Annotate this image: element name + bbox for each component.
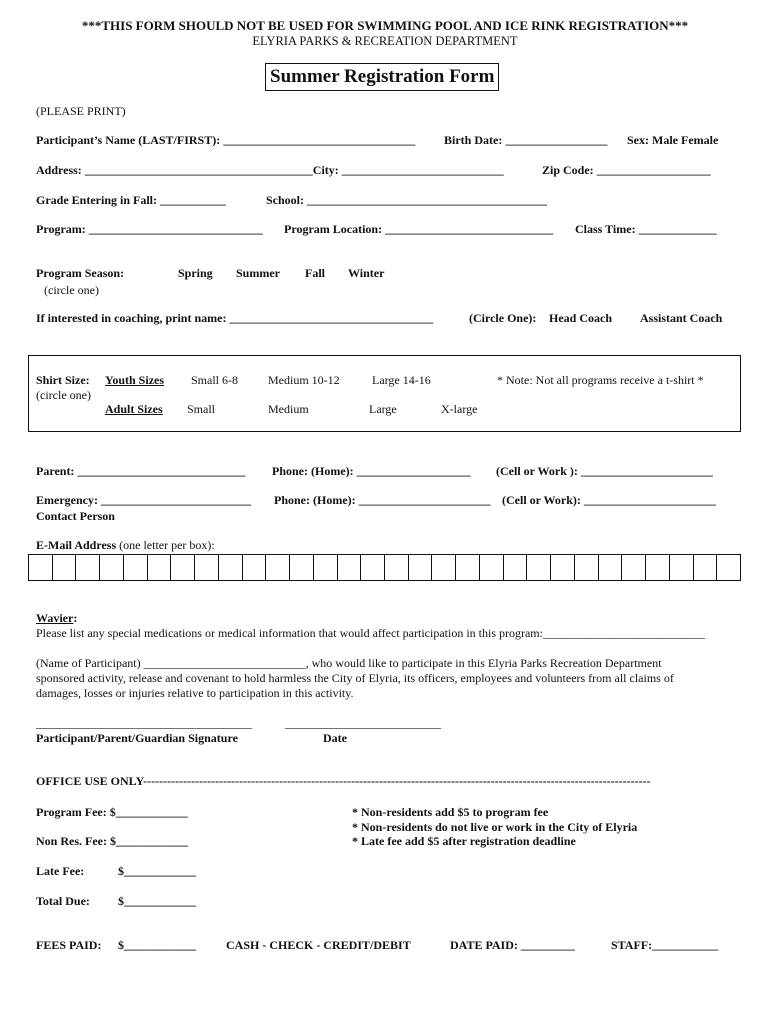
signature-label: Participant/Parent/Guardian Signature xyxy=(36,731,238,745)
waiver-title: Wavier xyxy=(36,611,74,625)
email-letter-box[interactable] xyxy=(290,555,314,580)
office-use-heading: OFFICE USE ONLY------------------------------------------------------------------------------------------------------------------------------- xyxy=(36,774,651,788)
email-label-row xyxy=(36,538,215,553)
late-fee-label: Late Fee: xyxy=(36,864,85,878)
adult-size-medium[interactable]: Medium xyxy=(268,402,309,416)
grade-field[interactable]: Grade Entering in Fall: ___________ xyxy=(36,193,226,207)
adult-sizes-label: Adult Sizes xyxy=(105,402,163,416)
signature-date-label: Date xyxy=(323,731,347,745)
email-label: E-Mail Address xyxy=(36,538,117,552)
shirt-circle-note: (circle one) xyxy=(36,388,91,402)
email-letter-box[interactable] xyxy=(527,555,551,580)
email-letter-box[interactable] xyxy=(100,555,124,580)
email-letter-box[interactable] xyxy=(551,555,575,580)
email-letter-box[interactable] xyxy=(361,555,385,580)
email-letter-box[interactable] xyxy=(124,555,148,580)
email-letter-box[interactable] xyxy=(76,555,100,580)
parent-home-phone-field[interactable]: Phone: (Home): ___________________ xyxy=(272,464,471,478)
school-field[interactable]: School: ________________________________________ xyxy=(266,193,548,207)
nonres-fee-field[interactable]: Non Res. Fee: $____________ xyxy=(36,834,188,848)
fees-paid-field[interactable]: $____________ xyxy=(118,938,196,952)
medical-info-field[interactable]: Please list any special medications or medical information that would affect participation in this program:___________________________ xyxy=(36,626,705,640)
email-letter-box[interactable] xyxy=(266,555,290,580)
department-name: ELYRIA PARKS & RECREATION DEPARTMENT xyxy=(252,34,518,48)
parent-name-field[interactable]: Parent: ____________________________ xyxy=(36,464,246,478)
participant-name-field[interactable]: Participant’s Name (LAST/FIRST): ________________________________ xyxy=(36,133,416,147)
payment-method-options[interactable]: CASH - CHECK - CREDIT/DEBIT xyxy=(226,938,411,952)
email-letter-boxes[interactable] xyxy=(28,554,741,581)
email-letter-box[interactable] xyxy=(243,555,267,580)
season-option-spring[interactable]: Spring xyxy=(178,266,213,280)
email-letter-box[interactable] xyxy=(148,555,172,580)
address-city-field[interactable]: Address: ______________________________________City: ___________________________ xyxy=(36,163,504,177)
email-letter-box[interactable] xyxy=(670,555,694,580)
waiver-text-line-2: sponsored activity, release and covenant to hold harmless the City of Elyria, its officers, employees and volunteers from all claims of xyxy=(36,671,674,685)
fee-note-nonres-add: * Non-residents add $5 to program fee xyxy=(352,805,549,819)
head-coach-option[interactable]: Head Coach xyxy=(549,311,612,325)
waiver-text-line-3: damages, losses or injuries relative to participation in this activity. xyxy=(36,686,354,700)
form-warning: ***THIS FORM SHOULD NOT BE USED FOR SWIMMING POOL AND ICE RINK REGISTRATION*** xyxy=(81,18,689,33)
youth-sizes-label: Youth Sizes xyxy=(105,373,165,387)
emergency-home-phone-field[interactable]: Phone: (Home): ______________________ xyxy=(274,493,491,507)
date-paid-field[interactable]: DATE PAID: _________ xyxy=(450,938,575,952)
birth-date-field[interactable]: Birth Date: _________________ xyxy=(444,133,608,147)
email-letter-box[interactable] xyxy=(622,555,646,580)
adult-size-large[interactable]: Large xyxy=(369,402,397,416)
program-location-field[interactable]: Program Location: ____________________________ xyxy=(284,222,554,236)
youth-size-medium[interactable]: Medium 10-12 xyxy=(268,373,340,387)
adult-size-small[interactable]: Small xyxy=(187,402,216,416)
email-letter-box[interactable] xyxy=(480,555,504,580)
youth-size-small[interactable]: Small 6-8 xyxy=(191,373,238,387)
season-option-fall[interactable]: Fall xyxy=(305,266,325,280)
waiver-title-colon: : xyxy=(73,611,78,625)
please-print-note: (PLEASE PRINT) xyxy=(36,104,126,118)
fees-paid-label: FEES PAID: xyxy=(36,938,102,952)
total-due-field[interactable]: $____________ xyxy=(118,894,196,908)
email-hint: (one letter per box): xyxy=(119,538,215,552)
email-letter-box[interactable] xyxy=(694,555,718,580)
coaching-circle-label: (Circle One): xyxy=(469,311,537,325)
email-letter-box[interactable] xyxy=(717,555,740,580)
email-letter-box[interactable] xyxy=(53,555,77,580)
emergency-cell-phone-field[interactable]: (Cell or Work): ______________________ xyxy=(502,493,716,507)
fee-note-nonres-def: * Non-residents do not live or work in the City of Elyria xyxy=(352,820,638,834)
email-letter-box[interactable] xyxy=(385,555,409,580)
season-option-summer[interactable]: Summer xyxy=(236,266,280,280)
program-season-label: Program Season: xyxy=(36,266,125,280)
email-letter-box[interactable] xyxy=(195,555,219,580)
signature-date-line[interactable]: __________________________ xyxy=(285,716,441,730)
season-circle-note: (circle one) xyxy=(44,283,99,297)
form-title: Summer Registration Form xyxy=(265,63,499,91)
email-letter-box[interactable] xyxy=(171,555,195,580)
zip-code-field[interactable]: Zip Code: ___________________ xyxy=(542,163,711,177)
emergency-contact-field[interactable]: Emergency: _________________________ xyxy=(36,493,251,507)
contact-person-label: Contact Person xyxy=(36,509,115,523)
email-letter-box[interactable] xyxy=(575,555,599,580)
waiver-text-line-1: (Name of Participant) ___________________________, who would like to participate in this Elyria Parks Recreation Department xyxy=(36,656,662,670)
email-letter-box[interactable] xyxy=(338,555,362,580)
assistant-coach-option[interactable]: Assistant Coach xyxy=(640,311,723,325)
email-letter-box[interactable] xyxy=(646,555,670,580)
email-letter-box[interactable] xyxy=(314,555,338,580)
email-letter-box[interactable] xyxy=(29,555,53,580)
shirt-size-label: Shirt Size: xyxy=(36,373,90,387)
class-time-field[interactable]: Class Time: _____________ xyxy=(575,222,717,236)
email-letter-box[interactable] xyxy=(456,555,480,580)
waiver-heading xyxy=(36,611,77,626)
late-fee-field[interactable]: $____________ xyxy=(118,864,196,878)
sex-field[interactable]: Sex: Male Female xyxy=(627,133,719,147)
email-letter-box[interactable] xyxy=(599,555,623,580)
fee-note-late: * Late fee add $5 after registration deadline xyxy=(352,834,576,848)
tshirt-note: * Note: Not all programs receive a t-shirt * xyxy=(497,373,704,387)
email-letter-box[interactable] xyxy=(432,555,456,580)
email-letter-box[interactable] xyxy=(219,555,243,580)
program-field[interactable]: Program: _____________________________ xyxy=(36,222,263,236)
adult-size-xlarge[interactable]: X-large xyxy=(441,402,478,416)
email-letter-box[interactable] xyxy=(409,555,433,580)
shirt-size-section xyxy=(28,355,741,432)
email-letter-box[interactable] xyxy=(504,555,528,580)
youth-size-large[interactable]: Large 14-16 xyxy=(372,373,431,387)
total-due-label: Total Due: xyxy=(36,894,90,908)
coaching-name-field[interactable]: If interested in coaching, print name: __________________________________ xyxy=(36,311,434,325)
season-option-winter[interactable]: Winter xyxy=(348,266,385,280)
program-fee-field[interactable]: Program Fee: $____________ xyxy=(36,805,188,819)
staff-field[interactable]: STAFF:___________ xyxy=(611,938,719,952)
signature-line[interactable]: ____________________________________ xyxy=(36,716,252,730)
parent-cell-phone-field[interactable]: (Cell or Work ): ______________________ xyxy=(496,464,713,478)
